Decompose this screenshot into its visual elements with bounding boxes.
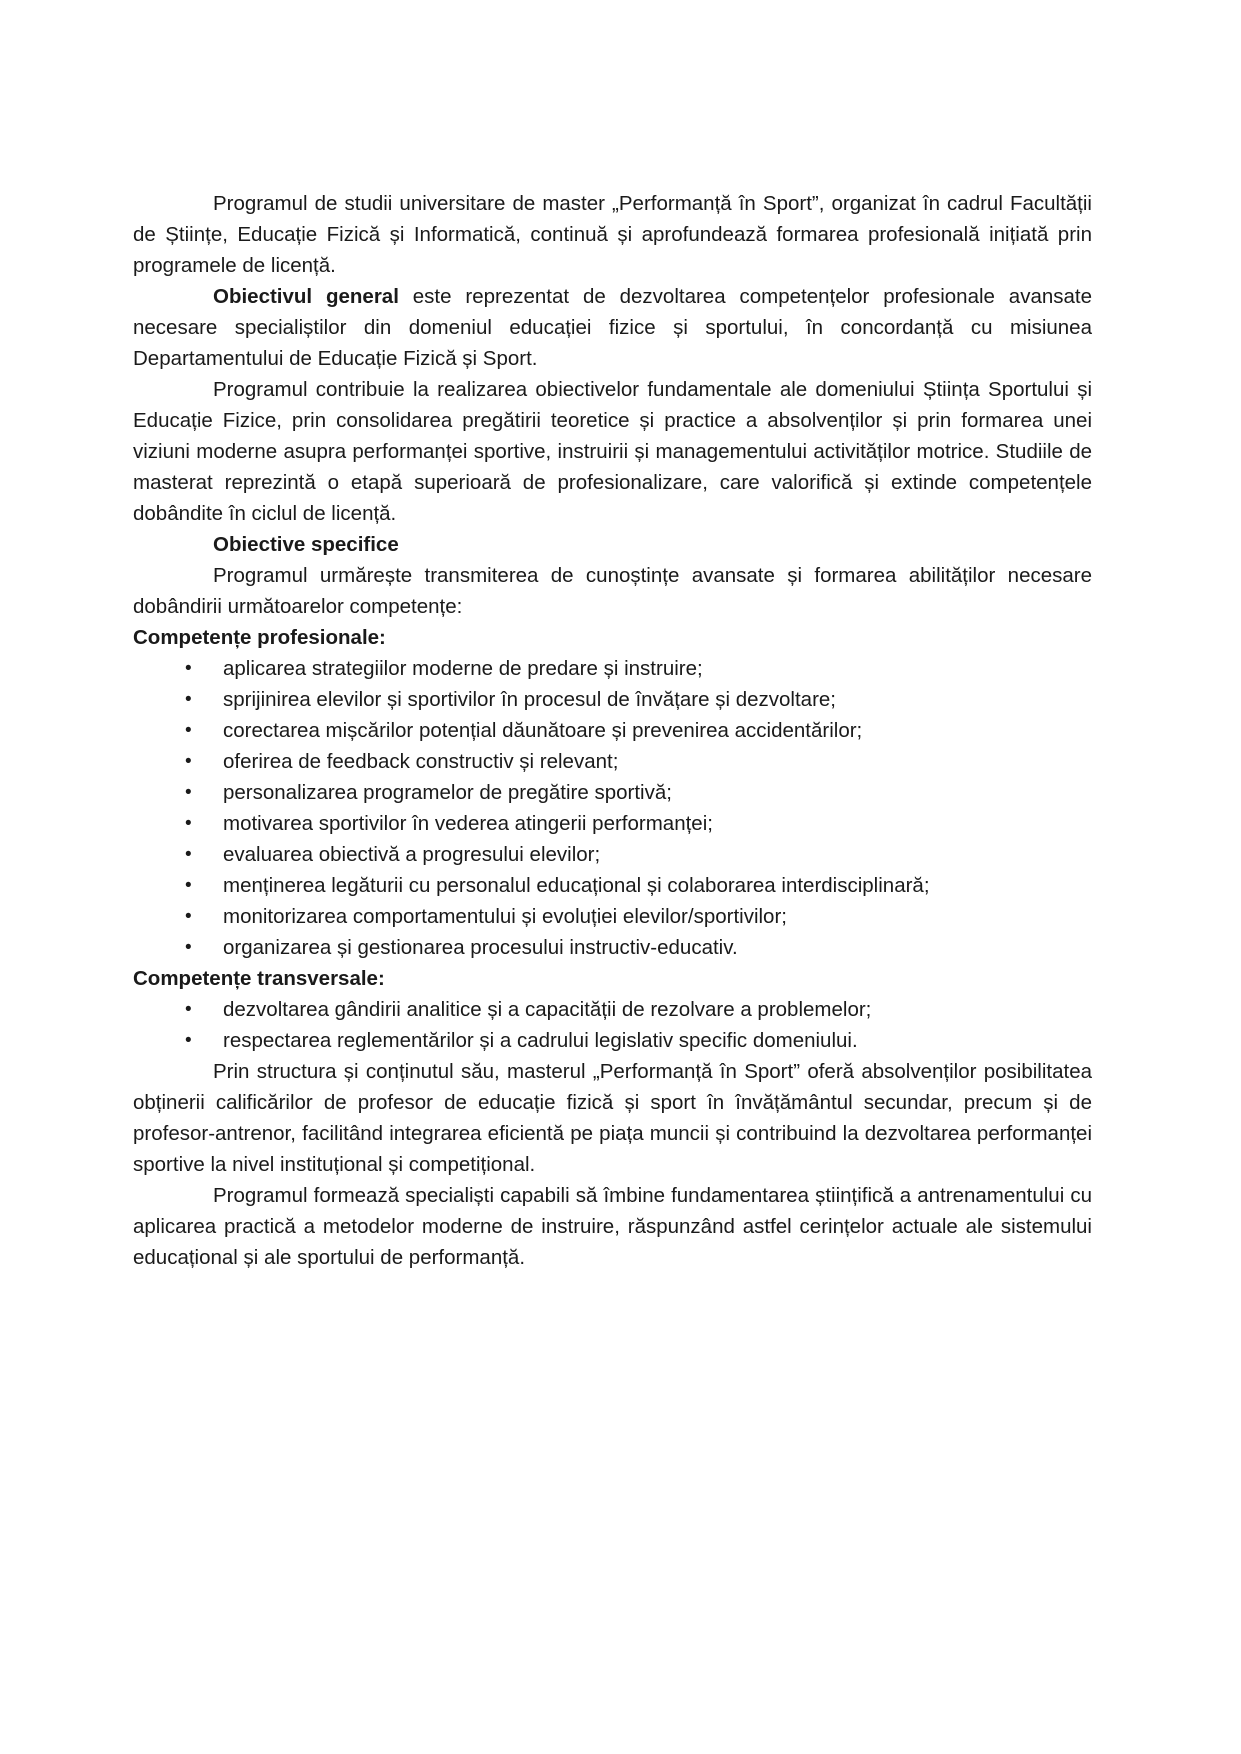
list-item bbox=[133, 839, 1092, 870]
list-item-text: sprijinirea elevilor și sportivilor în procesul de învățare și dezvoltare; bbox=[223, 688, 836, 711]
bullet-icon: • bbox=[185, 813, 192, 834]
list-item-text: dezvoltarea gândirii analitice și a capacității de rezolvare a problemelor; bbox=[223, 998, 872, 1021]
list-item bbox=[133, 715, 1092, 746]
competente-profesionale-list bbox=[133, 653, 1092, 963]
paragraph-program-contribuie: Programul contribuie la realizarea obiectivelor fundamentale ale domeniului Știința Sportului și Educație Fizice, prin consolidarea pregătirii teoretice și practice a absolvenților și prin formarea unei viziuni moderne asupra performanței sportive, instruirii și managementului activităților motrice. Studiile de masterat reprezintă o etapă superioară de profesionalizare, care valorifică și extinde competențele dobândite în ciclul de licență. bbox=[133, 378, 1092, 525]
list-item bbox=[133, 746, 1092, 777]
list-item bbox=[133, 994, 1092, 1025]
list-item-text: organizarea și gestionarea procesului instructiv-educativ. bbox=[223, 936, 738, 959]
obiectivul-general-lead: Obiectivul general bbox=[213, 285, 399, 308]
paragraph-prin-structura: Prin structura și conținutul său, masterul „Performanță în Sport” oferă absolvenților posibilitatea obținerii calificărilor de profesor de educație fizică și sport în învățământul secundar, precum și de profesor-antrenor, facilitând integrarea eficientă pe piața muncii și contribuind la dezvoltarea performanței sportive la nivel instituțional și competițional. bbox=[133, 1060, 1092, 1176]
heading-competente-profesionale: Competențe profesionale: bbox=[133, 626, 386, 649]
list-item-text: aplicarea strategiilor moderne de predare și instruire; bbox=[223, 657, 703, 680]
competente-transversale-list bbox=[133, 994, 1092, 1056]
bullet-icon: • bbox=[185, 999, 192, 1020]
bullet-icon: • bbox=[185, 844, 192, 865]
paragraph-program-formeaza: Programul formează specialiști capabili să îmbine fundamentarea științifică a antrenamentului cu aplicarea practică a metodelor moderne de instruire, răspunzând astfel cerințelor actuale ale sistemului educațional și ale sportului de performanță. bbox=[133, 1184, 1092, 1269]
list-item-text: menținerea legăturii cu personalul educațional și colaborarea interdisciplinară; bbox=[223, 874, 930, 897]
list-item bbox=[133, 932, 1092, 963]
bullet-icon: • bbox=[185, 658, 192, 679]
bullet-icon: • bbox=[185, 937, 192, 958]
list-item-text: respectarea reglementărilor și a cadrului legislativ specific domeniului. bbox=[223, 1029, 858, 1052]
list-item bbox=[133, 684, 1092, 715]
list-item bbox=[133, 808, 1092, 839]
bullet-icon: • bbox=[185, 906, 192, 927]
list-item-text: oferirea de feedback constructiv și relevant; bbox=[223, 750, 619, 773]
paragraph-obiectivul-general bbox=[133, 281, 1092, 374]
bullet-icon: • bbox=[185, 720, 192, 741]
bullet-icon: • bbox=[185, 875, 192, 896]
list-item-text: motivarea sportivilor în vederea atingerii performanței; bbox=[223, 812, 713, 835]
list-item bbox=[133, 653, 1092, 684]
paragraph-intro: Programul de studii universitare de master „Performanță în Sport”, organizat în cadrul Facultății de Științe, Educație Fizică și Informatică, continuă și aprofundează formarea profesională inițiată prin programele de licență. bbox=[133, 192, 1092, 277]
heading-obiective-specifice: Obiective specifice bbox=[213, 533, 399, 556]
paragraph-program-urmareste: Programul urmărește transmiterea de cunoștințe avansate și formarea abilităților necesare dobândirii următoarelor competențe: bbox=[133, 564, 1092, 618]
list-item bbox=[133, 777, 1092, 808]
obiectivul-general-text: este reprezentat de dezvoltarea competențelor profesionale avansate necesare specialiștilor din domeniul educației fizice și sportului, în concordanță cu misiunea Departamentului de Educație Fizică și Sport. bbox=[133, 285, 1092, 370]
list-item-text: evaluarea obiectivă a progresului elevilor; bbox=[223, 843, 601, 866]
bullet-icon: • bbox=[185, 689, 192, 710]
bullet-icon: • bbox=[185, 751, 192, 772]
bullet-icon: • bbox=[185, 782, 192, 803]
heading-competente-transversale: Competențe transversale: bbox=[133, 967, 385, 990]
list-item-text: personalizarea programelor de pregătire sportivă; bbox=[223, 781, 672, 804]
bullet-icon: • bbox=[185, 1030, 192, 1051]
list-item bbox=[133, 901, 1092, 932]
list-item bbox=[133, 870, 1092, 901]
list-item-text: corectarea mișcărilor potențial dăunătoare și prevenirea accidentărilor; bbox=[223, 719, 863, 742]
list-item bbox=[133, 1025, 1092, 1056]
list-item-text: monitorizarea comportamentului și evoluției elevilor/sportivilor; bbox=[223, 905, 787, 928]
